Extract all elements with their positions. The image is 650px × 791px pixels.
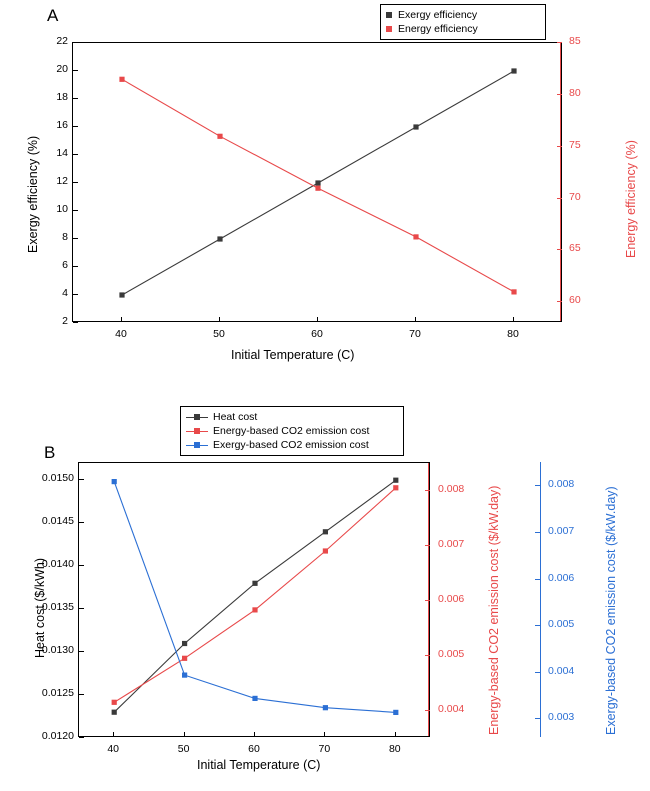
axis-tick	[73, 154, 78, 155]
legend-line-energy-co2	[186, 428, 208, 435]
panel-b-series-svg	[79, 463, 431, 738]
axis-tick-label: 85	[569, 35, 581, 47]
axis-tick	[557, 42, 562, 43]
axis-tick	[79, 565, 84, 566]
axis-tick-label: 0.0120	[41, 730, 74, 742]
axis-tick	[73, 182, 78, 183]
legend-line-heat-cost	[186, 414, 208, 421]
axis-tick	[73, 42, 78, 43]
axis-tick-label: 0.007	[548, 524, 575, 537]
axis-tick-label: 0.005	[438, 647, 465, 660]
panel-b-right2-axis-line	[540, 462, 541, 737]
legend-panel-b	[180, 406, 404, 456]
axis-tick	[73, 126, 78, 127]
axis-tick-label: 16	[56, 119, 68, 131]
axis-tick	[254, 732, 255, 737]
legend-label: Exergy efficiency	[398, 9, 478, 21]
axis-tick-label: 12	[56, 175, 68, 187]
axis-tick	[557, 249, 562, 250]
axis-tick-label: 0.008	[438, 482, 465, 495]
axis-tick	[79, 608, 84, 609]
legend-item	[186, 424, 397, 438]
axis-tick-label: 70	[569, 190, 581, 203]
axis-tick-label: 0.004	[438, 702, 465, 715]
axis-tick-label: 80	[388, 743, 401, 755]
legend-label: Exergy-based CO2 emission cost	[213, 439, 369, 451]
axis-tick	[73, 322, 78, 323]
axis-tick	[425, 545, 430, 546]
axis-tick-label: 18	[56, 91, 68, 103]
axis-tick-label: 0.0140	[41, 558, 74, 571]
legend-marker-energy-efficiency	[386, 26, 392, 32]
panel-b	[0, 390, 650, 791]
axis-tick	[415, 317, 416, 322]
axis-tick-label: 20	[56, 63, 68, 75]
axis-tick	[324, 732, 325, 737]
axis-tick-label: 0.0135	[41, 601, 74, 614]
axis-tick	[535, 579, 540, 580]
legend-item	[186, 410, 397, 424]
axis-tick-label: 0.0125	[41, 687, 74, 700]
axis-tick-label: 60	[311, 328, 323, 340]
axis-tick-label: 0.006	[438, 592, 465, 605]
axis-tick-label: 50	[177, 743, 190, 755]
panel-b-left-y-axis-title: Heat cost ($/kWh)	[33, 557, 47, 658]
axis-tick	[317, 317, 318, 322]
axis-tick	[73, 238, 78, 239]
axis-tick-label: 0.0150	[41, 472, 74, 485]
axis-tick-label: 10	[56, 203, 68, 215]
panel-a-left-y-axis-title: Exergy efficiency (%)	[26, 135, 40, 253]
legend-marker-exergy-co2	[194, 442, 200, 448]
plot-area-panel-b	[78, 462, 430, 737]
legend-marker-energy-co2	[194, 428, 200, 434]
legend-item	[386, 8, 539, 22]
panel-a-letter: A	[47, 6, 59, 25]
axis-tick-label: 0.004	[548, 664, 575, 677]
axis-tick-label: 80	[569, 86, 581, 99]
axis-tick	[73, 70, 78, 71]
axis-tick-label: 60	[248, 743, 260, 755]
axis-tick-label: 6	[62, 259, 68, 271]
axis-tick	[557, 94, 562, 95]
axis-tick-label: 65	[569, 242, 581, 255]
panel-a-series-svg	[73, 43, 563, 323]
axis-tick-label: 14	[56, 147, 68, 159]
axis-tick-label: 70	[409, 328, 421, 340]
axis-tick	[425, 655, 430, 656]
legend-item	[186, 438, 397, 452]
axis-tick-label: 40	[107, 743, 120, 755]
axis-tick	[535, 718, 540, 719]
panel-b-right-y-axis-title: Energy-based CO2 emission cost ($/kW.day)	[487, 485, 501, 735]
axis-tick-label: 0.003	[548, 711, 575, 724]
axis-tick	[73, 98, 78, 99]
axis-tick	[535, 532, 540, 533]
legend-line-exergy-co2	[186, 442, 208, 449]
panel-a-right-axis-line	[560, 43, 561, 321]
panel-b-letter: B	[44, 443, 56, 462]
axis-tick-label: 0.006	[548, 571, 575, 584]
panel-b-right2-y-axis-title: Exergy-based CO2 emission cost ($/kW.day)	[604, 486, 618, 735]
axis-tick-label: 0.0130	[41, 644, 74, 657]
axis-tick-label: 60	[569, 294, 581, 307]
axis-tick-label: 8	[62, 231, 68, 243]
panel-a-right-y-axis-title: Energy efficiency (%)	[624, 140, 638, 258]
axis-tick-label: 0.0145	[41, 515, 74, 528]
axis-tick-label: 75	[569, 138, 581, 151]
axis-tick-label: 50	[213, 328, 225, 340]
axis-tick	[513, 317, 514, 322]
axis-tick-label: 70	[318, 743, 331, 755]
axis-tick	[79, 651, 84, 652]
axis-tick-label: 40	[115, 328, 127, 340]
axis-tick	[79, 737, 84, 738]
panel-a	[0, 0, 650, 390]
legend-label: Energy-based CO2 emission cost	[213, 425, 370, 437]
axis-tick	[73, 294, 78, 295]
axis-tick	[557, 198, 562, 199]
axis-tick	[184, 732, 185, 737]
axis-tick	[73, 266, 78, 267]
axis-tick-label: 0.008	[548, 478, 575, 491]
legend-marker-exergy-efficiency	[386, 12, 392, 18]
axis-tick	[535, 672, 540, 673]
axis-tick	[79, 522, 84, 523]
axis-tick	[79, 694, 84, 695]
legend-label: Energy efficiency	[398, 23, 478, 35]
legend-panel-a	[380, 4, 546, 40]
axis-tick	[535, 625, 540, 626]
axis-tick-label: 4	[62, 287, 68, 299]
legend-item	[386, 22, 539, 36]
axis-tick	[121, 317, 122, 322]
axis-tick-label: 2	[62, 315, 68, 327]
legend-marker-heat-cost	[194, 414, 200, 420]
axis-tick	[219, 317, 220, 322]
axis-tick-label: 80	[507, 328, 519, 340]
axis-tick	[535, 485, 540, 486]
axis-tick	[113, 732, 114, 737]
panel-b-x-axis-title: Initial Temperature (C)	[197, 758, 321, 772]
axis-tick	[557, 301, 562, 302]
panel-a-x-axis-title: Initial Temperature (C)	[231, 348, 355, 362]
axis-tick	[425, 710, 430, 711]
axis-tick	[425, 600, 430, 601]
axis-tick	[557, 146, 562, 147]
plot-area-panel-a	[72, 42, 562, 322]
axis-tick	[395, 732, 396, 737]
legend-label: Heat cost	[213, 411, 258, 423]
axis-tick	[73, 210, 78, 211]
axis-tick-label: 22	[56, 35, 68, 47]
axis-tick	[425, 490, 430, 491]
axis-tick-label: 0.005	[548, 618, 575, 631]
axis-tick	[79, 479, 84, 480]
axis-tick-label: 0.007	[438, 537, 465, 550]
